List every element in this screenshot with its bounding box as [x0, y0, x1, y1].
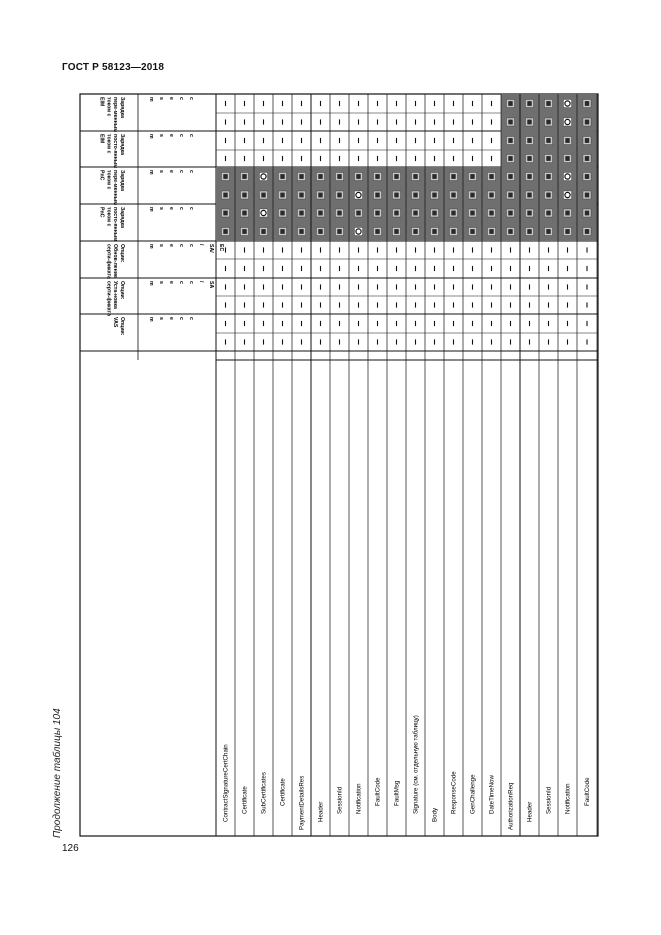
cell-value-m: [546, 174, 550, 179]
cell-value-m: [280, 174, 284, 179]
cell-value-m: [261, 193, 265, 198]
subcol-code: c: [178, 134, 184, 137]
cell-value-m: [489, 211, 493, 216]
subcol-code: e: [168, 244, 174, 247]
cell-value-m: [585, 138, 589, 143]
subcol-code: m: [148, 317, 154, 322]
row-label: ResponseCode: [450, 771, 458, 814]
row-label: FaultCode: [584, 777, 592, 806]
cell-value-m: [299, 211, 303, 216]
subcol-code: c: [178, 244, 184, 247]
row-label: Notification: [564, 783, 572, 814]
cell-value-m: [546, 229, 550, 234]
row-label: Certificate: [241, 786, 249, 814]
subcol-code: m: [148, 281, 154, 286]
table-caption: Продолжение таблицы 104: [52, 708, 63, 838]
cell-value-m: [489, 174, 493, 179]
cell-value-m: [508, 193, 512, 198]
cell-value-m: [585, 174, 589, 179]
cell-value-m: [585, 193, 589, 198]
row-label: PaymentDetailsRes: [298, 775, 306, 830]
cell-value-m: [508, 229, 512, 234]
cell-value-m: [394, 229, 398, 234]
subcol-code: c: [188, 244, 194, 247]
cell-value-m: [413, 229, 417, 234]
cell-value-m: [527, 120, 531, 125]
cell-value-m: [546, 101, 550, 106]
cell-value-m: [394, 174, 398, 179]
subcol-code: c: [178, 281, 184, 284]
subcol-code: SA/: [208, 244, 214, 253]
cell-value-m: [470, 211, 474, 216]
cell-value-m: [565, 211, 569, 216]
cell-value-m: [432, 174, 436, 179]
page-header: ГОСТ Р 58123—2018: [62, 62, 165, 73]
row-label: Header: [317, 801, 325, 822]
cell-value-m: [527, 211, 531, 216]
cell-value-m: [527, 229, 531, 234]
cell-value-m: [337, 193, 341, 198]
subcol-code: s: [158, 97, 164, 100]
subcol-code: e: [168, 170, 174, 173]
cell-value-m: [223, 193, 227, 198]
cell-value-m: [318, 229, 322, 234]
group-title: Зарядкапере-меннымтоком сEIM: [98, 97, 125, 133]
cell-value-m: [299, 174, 303, 179]
row-label: Body: [431, 807, 439, 822]
subcol-code: SA: [208, 281, 214, 289]
cell-value-m: [318, 211, 322, 216]
subcol-code: s: [158, 317, 164, 320]
cell-value-m: [565, 229, 569, 234]
cell-value-m: [585, 120, 589, 125]
cell-value-m: [280, 229, 284, 234]
subcol-code: s: [158, 244, 164, 247]
cell-value-m: [546, 120, 550, 125]
cell-value-m: [280, 193, 284, 198]
cell-value-m: [585, 156, 589, 161]
cell-value-m: [318, 193, 322, 198]
group-title: Опции:VAS: [112, 317, 125, 336]
cell-value-m: [223, 211, 227, 216]
cell-value-m: [318, 174, 322, 179]
cell-value-m: [489, 193, 493, 198]
row-label: Signature (см. отдельную таблицу): [412, 715, 420, 814]
cell-value-m: [546, 156, 550, 161]
cell-value-m: [280, 211, 284, 216]
cell-value-m: [565, 156, 569, 161]
cell-value-m: [585, 101, 589, 106]
page-number: 126: [62, 843, 79, 854]
cell-value-m: [375, 211, 379, 216]
cell-value-m: [508, 156, 512, 161]
cell-value-m: [375, 174, 379, 179]
row-label: GenChallenge: [469, 774, 477, 814]
cell-value-m: [508, 211, 512, 216]
cell-value-m: [337, 211, 341, 216]
cell-value-m: [261, 229, 265, 234]
subcol-code: c: [188, 281, 194, 284]
cell-value-m: [299, 193, 303, 198]
cell-value-m: [508, 174, 512, 179]
cell-value-m: [546, 211, 550, 216]
cell-value-m: [546, 193, 550, 198]
row-label: ContractSignatureCertChain: [222, 744, 230, 822]
cell-value-m: [508, 101, 512, 106]
subcol-code: m: [148, 134, 154, 139]
row-label: SessionId: [545, 786, 553, 814]
subcol-code: e: [168, 317, 174, 320]
subcol-code: s: [158, 281, 164, 284]
subcol-code: e: [168, 97, 174, 100]
cell-value-m: [356, 174, 360, 179]
subcol-code: m: [148, 244, 154, 249]
subcol-code: c: [178, 97, 184, 100]
cell-value-m: [565, 138, 569, 143]
group-title: Опции:Уста-новкасерти-фиката: [105, 281, 125, 316]
cell-value-m: [527, 193, 531, 198]
subcol-code: e: [168, 134, 174, 137]
subcol-code: e: [168, 207, 174, 210]
group-title: Зарядкапере-меннымтоком сPnC: [98, 170, 125, 206]
cell-value-m: [413, 174, 417, 179]
cell-value-m: [432, 229, 436, 234]
cell-value-m: [508, 120, 512, 125]
cell-value-m: [337, 229, 341, 234]
cell-value-m: [585, 211, 589, 216]
cell-value-m: [432, 193, 436, 198]
subcol-code: m: [148, 207, 154, 212]
group-title: Опции:Обнов-лениесерти-фиката: [105, 244, 125, 279]
row-label: SessionId: [336, 786, 344, 814]
cell-value-m: [375, 229, 379, 234]
cell-value-m: [585, 229, 589, 234]
cell-value-m: [223, 174, 227, 179]
cell-value-m: [546, 138, 550, 143]
row-label: DateTimeNow: [488, 775, 496, 814]
subcol-code: c: [188, 207, 194, 210]
subcol-code: /: [198, 244, 204, 246]
subcol-code: c: [188, 170, 194, 173]
cell-value-m: [451, 174, 455, 179]
cell-value-m: [470, 193, 474, 198]
cell-value-m: [413, 193, 417, 198]
cell-value-m: [356, 211, 360, 216]
subcol-code: c: [188, 134, 194, 137]
group-title: Зарядкапосто-яннымтоком сPnC: [98, 207, 125, 242]
cell-value-m: [451, 193, 455, 198]
subcol-code: m: [148, 97, 154, 102]
group-title: Зарядкапосто-яннымтоком сEIM: [98, 134, 125, 169]
row-label: Notification: [355, 783, 363, 814]
subcol-code: c: [178, 170, 184, 173]
cell-value-m: [451, 211, 455, 216]
cell-value-m: [527, 101, 531, 106]
cell-value-m: [242, 229, 246, 234]
subcol-code: m: [148, 170, 154, 175]
cell-value-m: [470, 174, 474, 179]
subcol-code: c: [178, 207, 184, 210]
row-label: Header: [526, 801, 534, 822]
cell-value-m: [394, 211, 398, 216]
subcol-code: s: [158, 134, 164, 137]
cell-value-m: [451, 229, 455, 234]
cell-value-m: [375, 193, 379, 198]
subcol-code: c: [188, 97, 194, 100]
cell-value-m: [489, 229, 493, 234]
cell-value-m: [413, 211, 417, 216]
subcol-code: s: [158, 170, 164, 173]
cell-value-m: [242, 174, 246, 179]
cell-value-m: [508, 138, 512, 143]
cell-value-m: [242, 193, 246, 198]
subcol-code: /: [198, 281, 204, 283]
row-label: FaultMsg: [393, 780, 401, 806]
cell-value-m: [394, 193, 398, 198]
subcol-code: c: [178, 317, 184, 320]
cell-value-m: [470, 229, 474, 234]
row-label: SubCertificates: [260, 772, 268, 814]
cell-value-m: [337, 174, 341, 179]
subcol-code: e: [168, 281, 174, 284]
row-label: FaultCode: [374, 777, 382, 806]
subcol-code: s: [158, 207, 164, 210]
cell-value-m: [527, 138, 531, 143]
row-label: Certificate: [279, 778, 287, 806]
cell-value-m: [527, 156, 531, 161]
cell-value-m: [299, 229, 303, 234]
subcol-code: c: [188, 317, 194, 320]
row-label: AuthorizationReq: [507, 782, 515, 830]
cell-value-m: [242, 211, 246, 216]
subcol-code: EC: [218, 244, 224, 252]
cell-value-m: [527, 174, 531, 179]
cell-value-m: [432, 211, 436, 216]
cell-value-m: [223, 229, 227, 234]
